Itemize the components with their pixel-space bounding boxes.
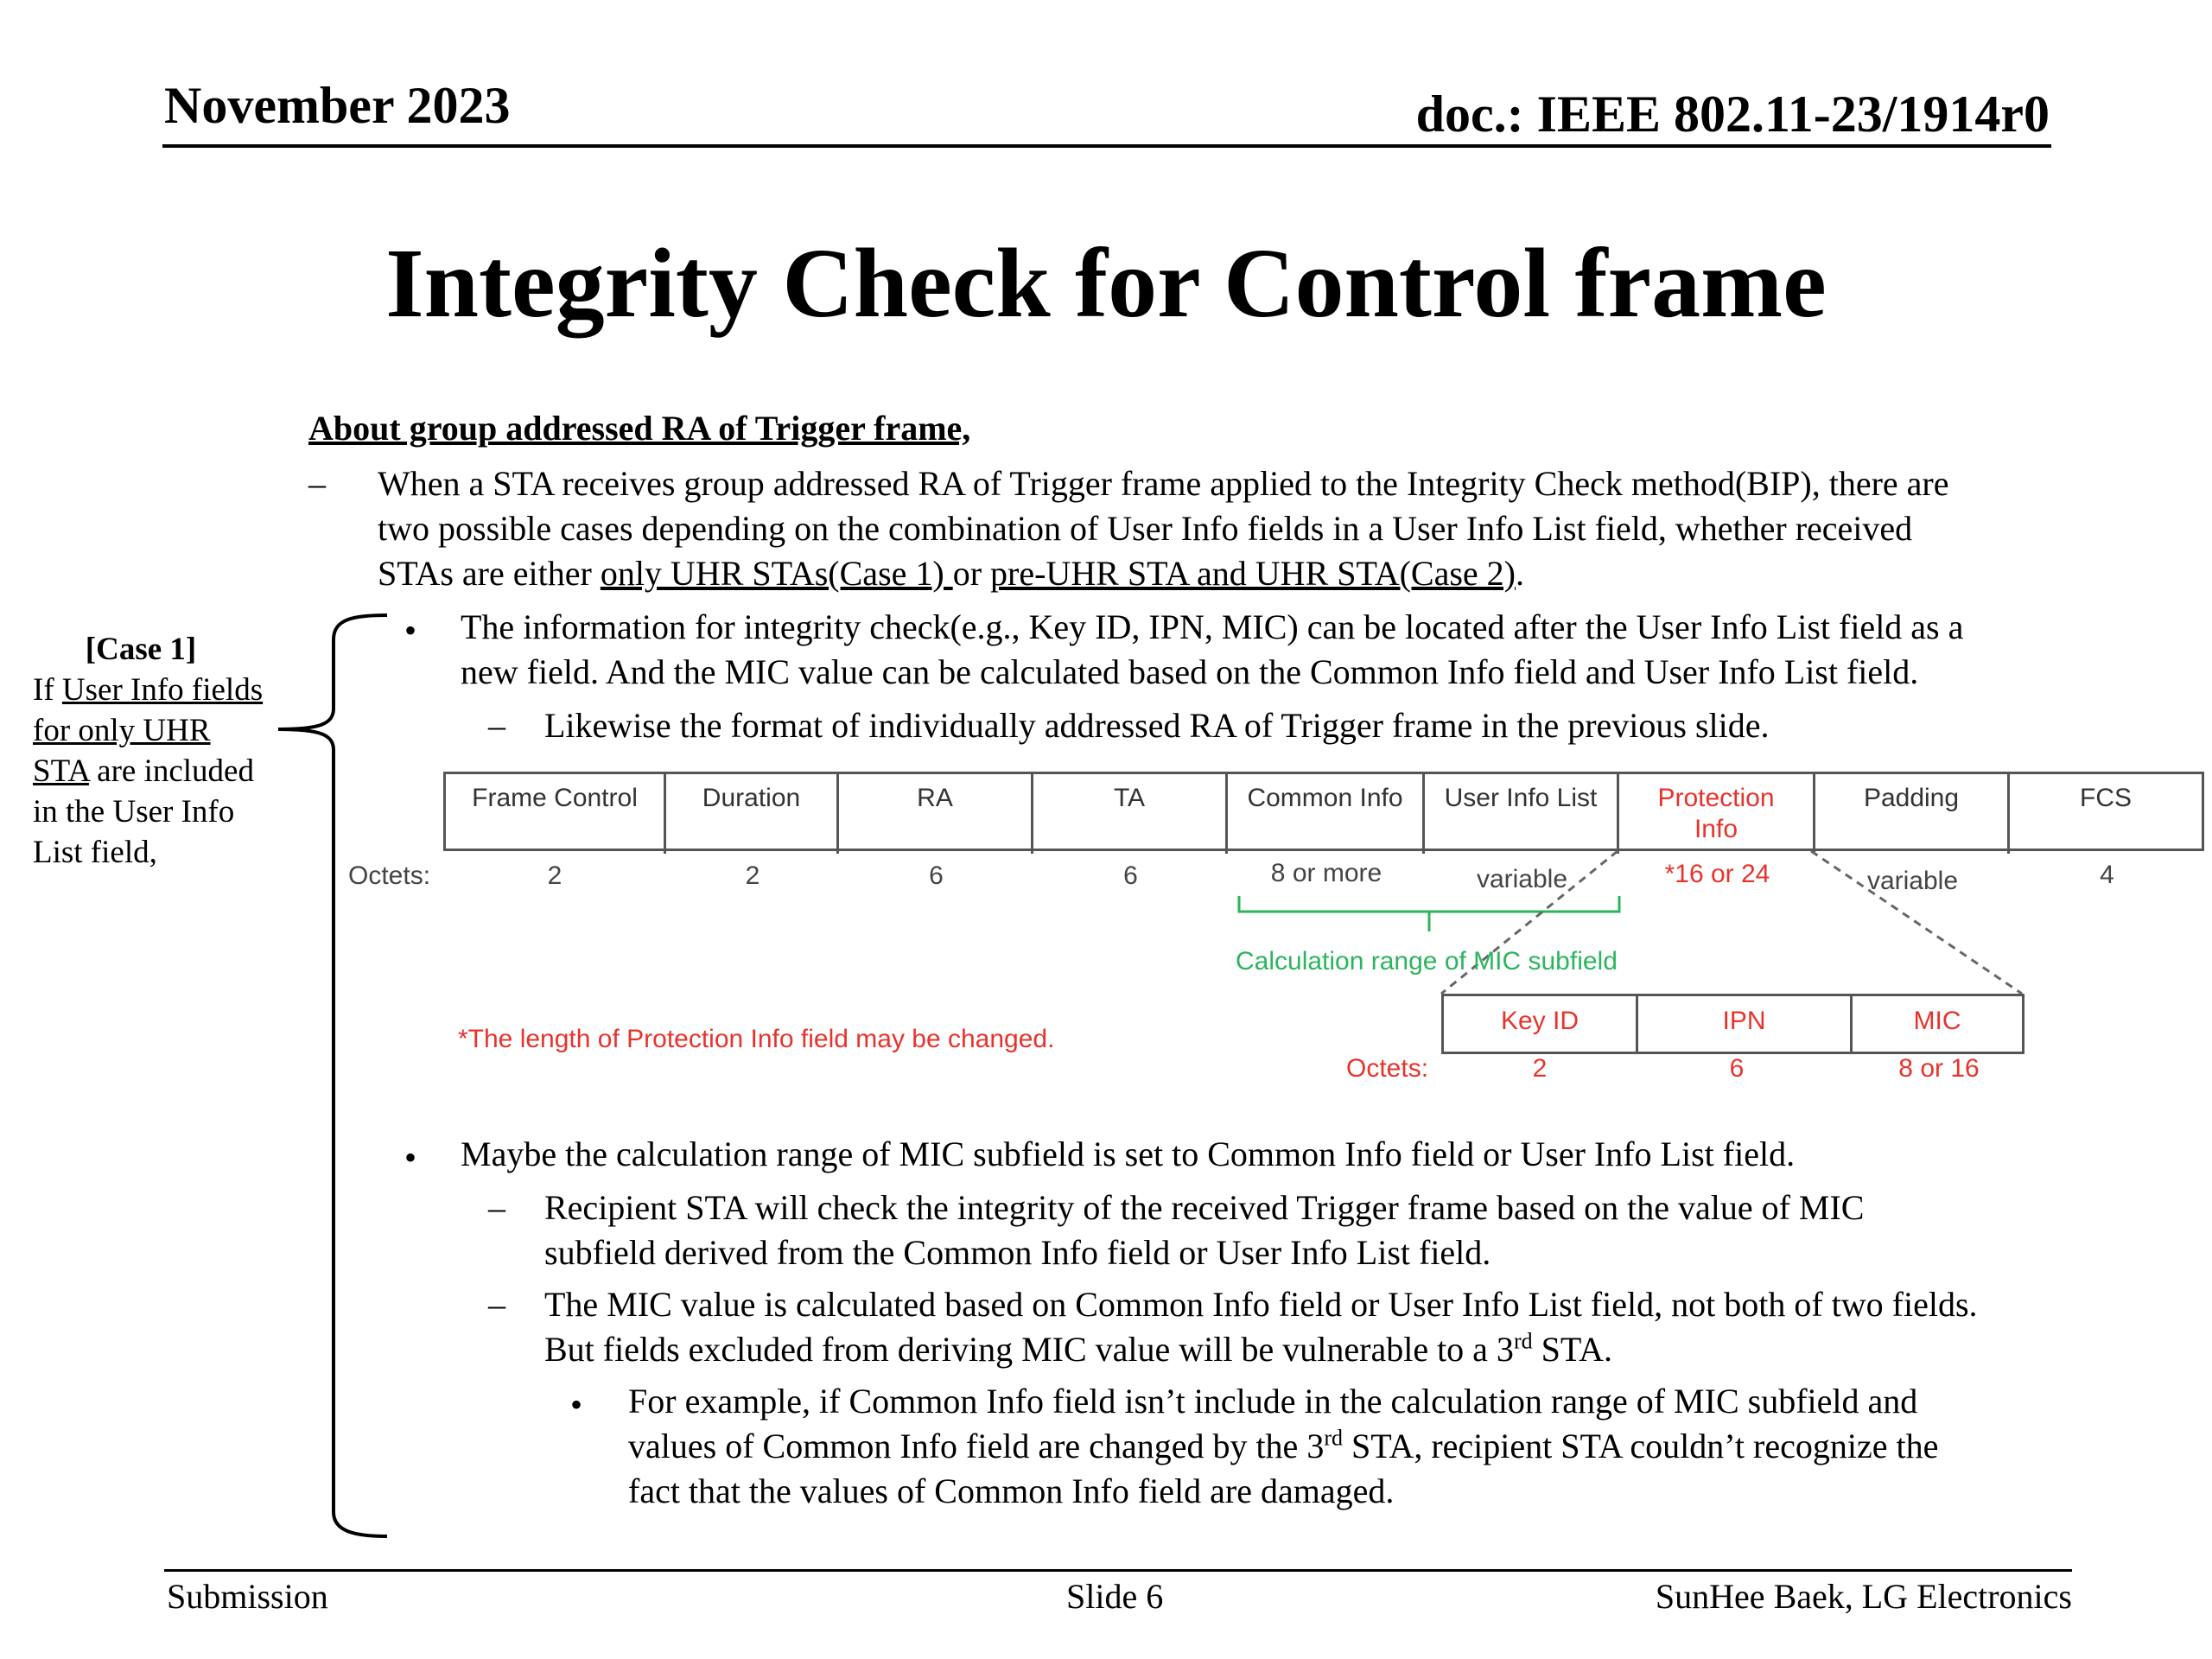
header-doc-id: doc.: IEEE 802.11-23/1914r0 bbox=[1415, 86, 2050, 143]
subfield-key-id: Key ID bbox=[1444, 996, 1638, 1052]
case-note-title: [Case 1] bbox=[85, 632, 197, 667]
bullet-1-line-1: The information for integrity check(e.g., Key ID, IPN, MIC) can be located after the User Info List field as a bbox=[461, 607, 1964, 646]
field-padding: Padding bbox=[1815, 774, 2010, 854]
field-common-info: Common Info bbox=[1228, 774, 1425, 854]
header-date: November 2023 bbox=[164, 77, 511, 134]
octet-padding: variable bbox=[1866, 867, 1959, 895]
octet-duration: 2 bbox=[745, 861, 760, 890]
case2-reference: pre-UHR STA and UHR STA(Case 2) bbox=[990, 554, 1516, 593]
field-ta: TA bbox=[1033, 774, 1228, 854]
case1-reference: only UHR STAs(Case 1) bbox=[600, 554, 953, 593]
intro-heading: About group addressed RA of Trigger frame, bbox=[308, 409, 971, 448]
bullet-2-sub-2-line-2: But fields excluded from deriving MIC value will be vulnerable to a 3rd STA. bbox=[544, 1328, 1612, 1369]
page-title: Integrity Check for Control frame bbox=[385, 228, 1827, 338]
case-note-line-4: in the User Info bbox=[33, 794, 235, 830]
footer-author: SunHee Baek, LG Electronics bbox=[1655, 1577, 2072, 1616]
bullet-2-subsub-mark: • bbox=[570, 1385, 583, 1424]
bullet-2-sub-2-line-1: The MIC value is calculated based on Common Info field or User Info List field, not both of two fields. bbox=[544, 1285, 1978, 1324]
sub-octet-ipn: 6 bbox=[1729, 1054, 1745, 1083]
bullet-2-sub-1-line-1: Recipient STA will check the integrity of the received Trigger frame based on the value of MIC bbox=[544, 1188, 1865, 1227]
octet-frame-control: 2 bbox=[547, 861, 563, 890]
bullet-2-sub-1-line-2: subfield derived from the Common Info field or User Info List field. bbox=[544, 1233, 1491, 1272]
intro-dash: – bbox=[308, 464, 326, 503]
bullet-1-sub-text: Likewise the format of individually addressed RA of Trigger frame in the previous slide. bbox=[544, 706, 1770, 745]
footer-submission: Submission bbox=[167, 1577, 328, 1616]
bullet-2-sub-1 bbox=[544, 1185, 2186, 1275]
field-user-info-list: User Info List bbox=[1425, 774, 1619, 854]
octet-protection-info: *16 or 24 bbox=[1664, 860, 1770, 888]
intro-line-1: When a STA receives group addressed RA of Trigger frame applied to the Integrity Check method(BIP), there are bbox=[378, 464, 1949, 503]
case-note-line-1: If User Info fields bbox=[33, 672, 264, 708]
intro-line-3-mid: or bbox=[952, 554, 991, 593]
bullet-2-sub-1-mark: – bbox=[488, 1188, 505, 1227]
intro-line-3-end: . bbox=[1516, 554, 1524, 593]
sub-octet-mic: 8 or 16 bbox=[1898, 1054, 1980, 1083]
expand-line-right bbox=[1811, 851, 2022, 994]
case-note-line-5: List field, bbox=[33, 835, 157, 870]
intro-line-3-pre: STAs are either bbox=[378, 554, 601, 593]
field-duration: Duration bbox=[666, 774, 839, 854]
case-note-line-2: for only UHR bbox=[33, 713, 211, 748]
bullet-2-subsub-line-1: For example, if Common Info field isn’t include in the calculation range of MIC subfield and bbox=[628, 1382, 1918, 1421]
bullet-1-line-2: new field. And the MIC value can be calculated based on the Common Info field and User Info List field. bbox=[461, 652, 1919, 691]
field-ra: RA bbox=[839, 774, 1033, 854]
bullet-2-sub-2-mark: – bbox=[488, 1285, 505, 1324]
octet-ta: 6 bbox=[1123, 861, 1138, 890]
field-protection-info: Protection Info bbox=[1619, 774, 1815, 854]
octet-ra: 6 bbox=[929, 861, 944, 890]
bullet-1-sub-mark: – bbox=[488, 706, 505, 745]
field-fcs: FCS bbox=[2080, 784, 2132, 812]
calc-range-bracket bbox=[1239, 896, 1619, 931]
footer-slide-number: Slide 6 bbox=[1066, 1577, 1164, 1616]
bullet-2-mark: • bbox=[404, 1138, 417, 1177]
protection-subfield-row bbox=[1441, 994, 2024, 1054]
intro-line-2: two possible cases depending on the combination of User Info fields in a User Info List field, whether received bbox=[378, 509, 1913, 548]
octets-label: Octets: bbox=[348, 861, 431, 890]
bullet-2-text: Maybe the calculation range of MIC subfield is set to Common Info field or User Info List field. bbox=[461, 1135, 1796, 1173]
octet-fcs: 4 bbox=[2100, 861, 2114, 889]
sub-octet-key-id: 2 bbox=[1532, 1054, 1548, 1083]
protection-length-note: *The length of Protection Info field may be changed. bbox=[458, 1025, 1055, 1053]
field-frame-control: Frame Control bbox=[446, 774, 666, 854]
case-note-line-3: STA are included bbox=[33, 753, 254, 789]
footer-rule bbox=[164, 1569, 2072, 1572]
octet-user-info-list: variable bbox=[1476, 865, 1568, 893]
subfield-mic: MIC bbox=[1913, 1007, 1961, 1035]
calc-range-label: Calculation range of MIC subfield bbox=[1236, 947, 1618, 976]
bullet-2-subsub-line-3: fact that the values of Common Info field are damaged. bbox=[628, 1471, 1395, 1510]
sub-octets-label: Octets: bbox=[1346, 1054, 1429, 1083]
subfield-ipn: IPN bbox=[1638, 996, 1853, 1052]
octet-common-info: 8 or more bbox=[1270, 859, 1382, 887]
bullet-2-subsub bbox=[628, 1379, 2183, 1514]
bullet-2-sub-2 bbox=[544, 1282, 2186, 1372]
bullet-1-mark: • bbox=[404, 611, 417, 650]
bullet-2-subsub-line-2: values of Common Info field are changed by the 3rd STA, recipient STA couldn’t recognize the bbox=[628, 1425, 1939, 1465]
